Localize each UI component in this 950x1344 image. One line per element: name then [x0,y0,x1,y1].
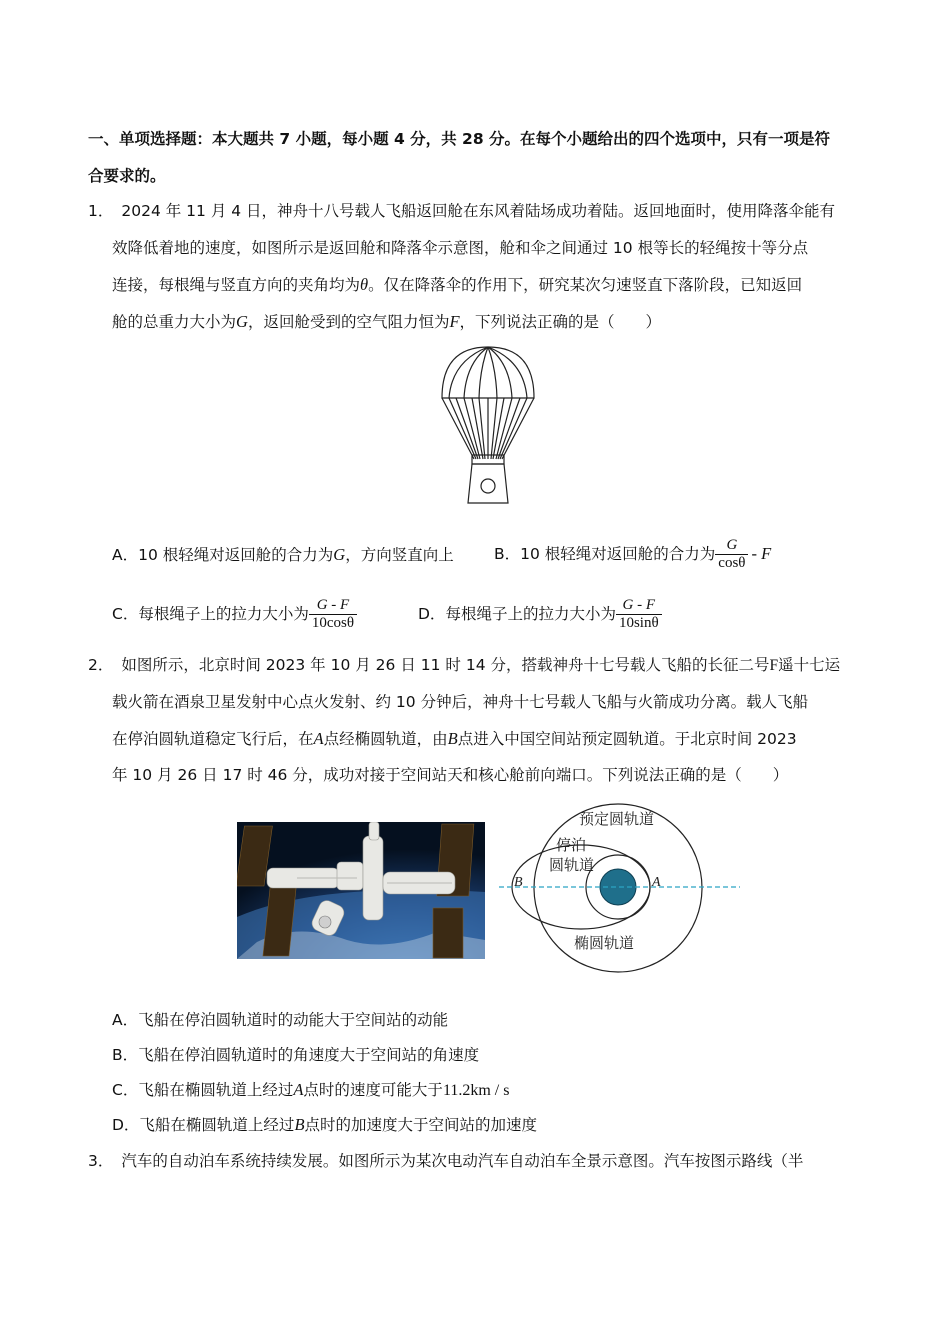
q3-line1: 3． 汽车的自动泊车系统持续发展。如图所示为某次电动汽车自动泊车全景示意图。汽车按图示路线（半 [88,1152,804,1170]
space-station-photo [237,822,485,959]
fraction-b: $\frac{G}{\cos\theta}$ [715,537,748,572]
q1-option-d[interactable]: D．每根绳子上的拉力大小为 $\frac{G - F}{10\sin\theta}$ [418,592,662,636]
q2-line1: 2． 如图所示，北京时间 2023 年 10 月 26 日 11 时 14 分，搭载神舟十七号载人飞船的长征二号F遥十七运 [88,656,841,674]
point-b-label: B [514,875,523,890]
q1-line4: 舱的总重力大小为G，返回舱受到的空气阻力恒为F，下列说法正确的是（ ） [112,312,662,331]
q1-option-c[interactable]: C．每根绳子上的拉力大小为 $\frac{G - F}{10\cos\theta}$ [112,592,357,636]
q1-line1: 1． 2024 年 11 月 4 日，神舟十八号载人飞船返回舱在东风着陆场成功着陆。返回地面时，使用降落伞能有 [88,202,836,220]
q2-line3: 在停泊圆轨道稳定飞行后，在A点经椭圆轨道，由B点进入中国空间站预定圆轨道。于北京时间 2023 [112,729,797,748]
q1-option-a[interactable]: A．10 根轻绳对返回舱的合力为G，方向竖直向上 [112,545,454,564]
q3-number: 3． [88,1152,114,1170]
q1-option-b[interactable]: B．10 根轻绳对返回舱的合力为 $\frac{G}{\cos\theta}$ - F [494,537,772,571]
q2-option-d[interactable]: D．飞船在椭圆轨道上经过B点时的加速度大于空间站的加速度 [112,1115,538,1134]
parachute-figure [436,343,540,507]
orbit-diagram [497,800,742,976]
theta-symbol: θ [360,275,369,294]
label-parking-2: 圆轨道 [549,857,595,874]
fraction-d: $\frac{G - F}{10\sin\theta}$ [616,597,662,632]
point-a-label: A [652,875,661,890]
q1-number: 1． [88,202,114,220]
label-elliptical-orbit: 椭圆轨道 [574,935,635,952]
q2-number: 2． [88,656,114,674]
q2-option-b[interactable]: B．飞船在停泊圆轨道时的角速度大于空间站的角速度 [112,1046,480,1064]
fraction-c: $\frac{G - F}{10\cos\theta}$ [309,597,357,632]
q1-line2: 效降低着地的速度，如图所示是返回舱和降落伞示意图，舱和伞之间通过 10 根等长的轻绳按十等分点 [112,239,809,257]
q2-option-c[interactable]: C．飞船在椭圆轨道上经过A点时的速度可能大于11.2km / s [112,1080,510,1099]
q2-line2: 载火箭在酒泉卫星发射中心点火发射、约 10 分钟后，神舟十七号载人飞船与火箭成功分离。载人飞船 [112,693,809,711]
q2-line4: 年 10 月 26 日 17 时 46 分，成功对接于空间站天和核心舱前向端口。下列说法正确的是（ ） [112,766,789,784]
label-parking-1: 停泊 [556,837,587,854]
section-header-line2: 合要求的。 [88,167,166,185]
label-target-orbit: 预定圆轨道 [579,811,655,828]
q1-line3: 连接，每根绳与竖直方向的夹角均为θ。仅在降落伞的作用下，研究某次匀速竖直下落阶段，已知返回 [112,275,803,294]
section-header-line1: 一、单项选择题：本大题共 7 小题，每小题 4 分，共 28 分。在每个小题给出的四个选项中，只有一项是符 [88,130,831,148]
q2-option-a[interactable]: A．飞船在停泊圆轨道时的动能大于空间站的动能 [112,1011,449,1029]
